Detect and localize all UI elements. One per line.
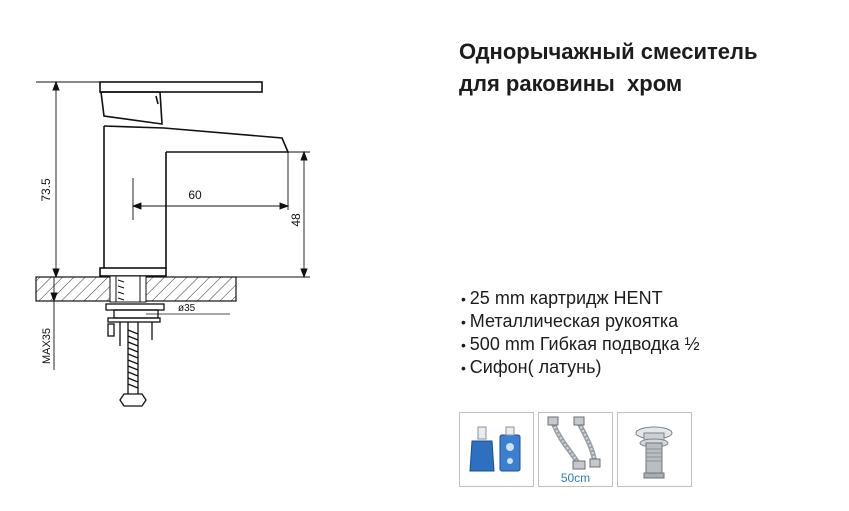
dimension-spout-reach	[133, 152, 288, 220]
dimension-spout-reach-label: 60	[188, 188, 202, 202]
technical-drawing	[0, 0, 440, 430]
feature-item: • Металлическая рукоятка	[461, 310, 700, 333]
dimension-height-label: 73.5	[39, 178, 53, 202]
accessory-hose	[538, 412, 613, 487]
hose-length-caption: 50cm	[560, 471, 591, 485]
feature-item: • 25 mm картридж HENT	[461, 287, 700, 310]
faucet-handle	[100, 82, 262, 124]
drain-plug-icon	[618, 413, 691, 486]
accessory-cartridge	[459, 412, 534, 487]
accessory-drain	[617, 412, 692, 487]
dimension-spout-height-label: 48	[289, 213, 303, 227]
product-title-line-2: для раковины хром	[459, 71, 683, 96]
product-title-line-1: Однорычажный смеситель	[459, 39, 758, 64]
countertop-section	[36, 276, 236, 302]
feature-item: • Сифон( латунь)	[461, 356, 700, 379]
product-title	[459, 36, 844, 100]
dimension-hole-label: ø35	[178, 303, 196, 314]
feature-list	[461, 287, 700, 379]
dimension-max-thickness-label: MAX35	[41, 327, 53, 365]
fixing-assembly	[106, 304, 164, 406]
cartridge-icon	[460, 413, 533, 486]
feature-item: • 500 mm Гибкая подводка ½	[461, 333, 700, 356]
